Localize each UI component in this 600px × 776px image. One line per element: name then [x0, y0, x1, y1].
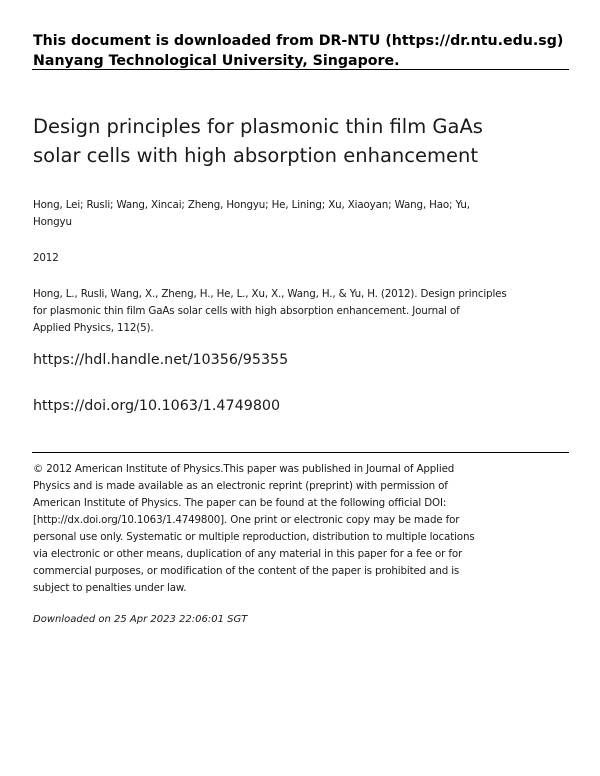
copyright-line-4: [http://dx.doi.org/10.1063/1.4749800]. One print or electronic copy may be made for	[33, 514, 460, 526]
download-timestamp: Downloaded on 25 Apr 2023 22:06:01 SGT	[33, 614, 248, 625]
paper-title-line-1: Design principles for plasmonic thin film GaAs	[33, 115, 483, 138]
copyright-line-1: © 2012 American Institute of Physics.This paper was published in Journal of Applied	[33, 463, 455, 475]
author-list-line-1: Hong, Lei; Rusli; Wang, Xincai; Zheng, Hongyu; He, Lining; Xu, Xiaoyan; Wang, Hao; Yu,	[33, 199, 470, 211]
copyright-line-5: personal use only. Systematic or multiple reproduction, distribution to multiple locations	[33, 531, 475, 543]
citation-line-1: Hong, L., Rusli, Wang, X., Zheng, H., He, L., Xu, X., Wang, H., & Yu, H. (2012). Design principles	[33, 288, 507, 300]
citation	[33, 286, 513, 337]
paper-title-line-2: solar cells with high absorption enhancement	[33, 144, 478, 167]
copyright-line-6: via electronic or other means, duplication of any material in this paper for a fee or for	[33, 548, 463, 560]
handle-link[interactable]: https://hdl.handle.net/10356/95355	[33, 352, 289, 368]
header-divider	[32, 69, 569, 70]
copyright-notice	[33, 461, 568, 597]
paper-title	[33, 112, 563, 170]
citation-line-2: for plasmonic thin film GaAs solar cells with high absorption enhancement. Journal of	[33, 305, 460, 317]
content-divider	[32, 452, 569, 453]
copyright-line-8: subject to penalties under law.	[33, 582, 187, 594]
repository-source-line: This document is downloaded from DR-NTU (https://dr.ntu.edu.sg)	[33, 33, 564, 49]
publication-year: 2012	[33, 252, 59, 264]
citation-line-3: Applied Physics, 112(5).	[33, 322, 154, 334]
author-list-line-2: Hongyu	[33, 216, 72, 228]
repository-header	[33, 31, 568, 71]
copyright-line-7: commercial purposes, or modification of the content of the paper is prohibited and is	[33, 565, 460, 577]
institution-line: Nanyang Technological University, Singapore.	[33, 53, 400, 69]
copyright-line-2: Physics and is made available as an electronic reprint (preprint) with permission of	[33, 480, 448, 492]
doi-link[interactable]: https://doi.org/10.1063/1.4749800	[33, 398, 281, 414]
copyright-line-3: American Institute of Physics. The paper can be found at the following official DOI:	[33, 497, 447, 509]
author-list	[33, 197, 513, 231]
